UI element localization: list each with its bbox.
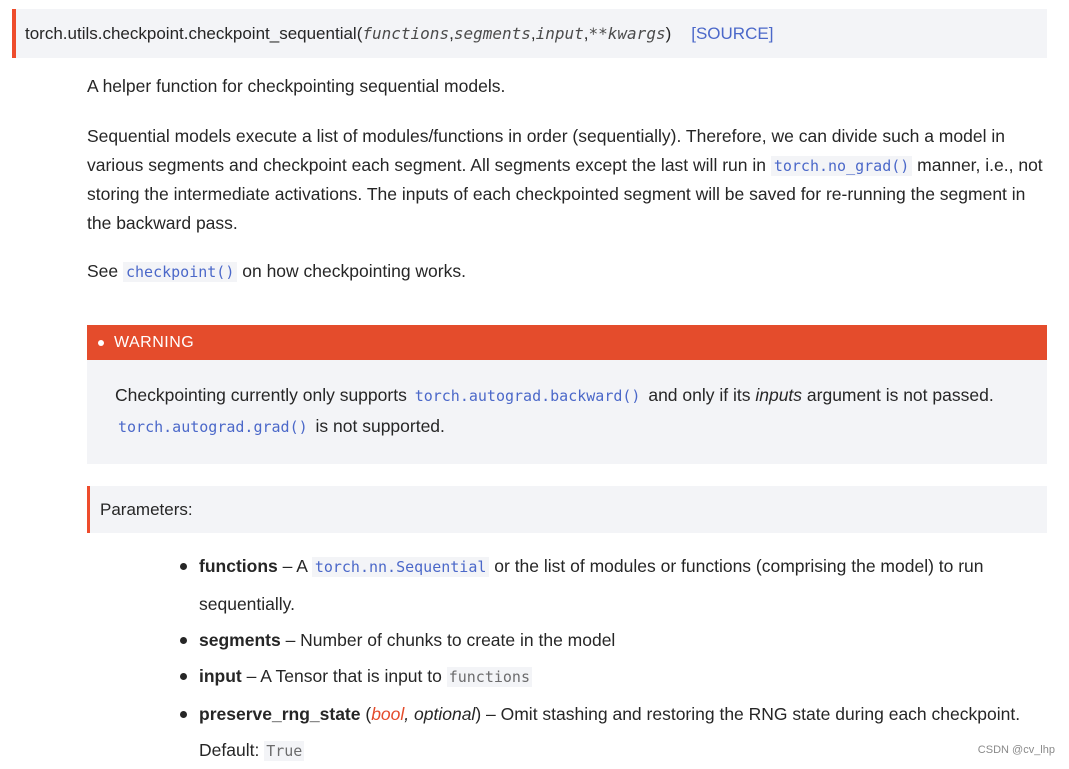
bullet-icon [180,711,187,718]
param-desc: – A Tensor that is input to [241,666,447,686]
see-also-paragraph [87,257,1052,287]
see-also-text-1: See [87,261,123,281]
param-optional: optional [414,704,476,724]
warning-text-1: Checkpointing currently only supports [115,385,412,405]
param-preserve-rng-state [180,696,1050,769]
param-input [180,658,1050,696]
param-type-bool[interactable]: bool [371,704,405,724]
param-name: segments [199,630,281,650]
bullet-icon [180,563,187,570]
sequential-link[interactable]: torch.nn.Sequential [312,557,490,577]
arg-segments: segments [453,24,531,43]
default-true-code: True [266,742,303,760]
signature-close-paren: ) [665,23,672,43]
checkpoint-link[interactable]: checkpoint() [123,262,237,282]
param-desc: or the list of modules or functions (comprising the model) to run sequentially. [199,556,984,614]
param-segments [180,623,1050,658]
param-functions [180,548,1050,623]
param-name: input [199,666,242,686]
intro-paragraph [87,72,1052,101]
arg-functions: functions [362,24,450,43]
intro-text: A helper function for checkpointing sequential models. [87,76,506,96]
bullet-icon [180,637,187,644]
arg-sep: , [449,23,454,43]
warning-inputs-italic: inputs [755,385,803,405]
autograd-grad-link[interactable]: torch.autograd.grad() [115,417,311,437]
param-desc: – Omit stashing and restoring the RNG state during each checkpoint. Default: [199,704,1021,760]
warning-text-4: is not supported. [310,416,445,436]
param-type-sep: , [404,704,415,724]
bullet-icon [180,673,187,680]
function-name: torch.utils.checkpoint.checkpoint_sequential [25,23,357,43]
param-open-paren: ( [360,704,372,724]
warning-title: WARNING [114,333,195,351]
parameters-title: Parameters: [100,499,193,519]
param-desc: – Number of chunks to create in the model [280,630,616,650]
autograd-backward-link[interactable]: torch.autograd.backward() [412,386,644,406]
csdn-watermark: CSDN @cv_lhp [977,744,1055,756]
functions-code: functions [448,668,530,686]
param-dash: – A [277,556,312,576]
param-name: preserve_rng_state [199,704,361,724]
parameter-list [180,548,1050,769]
arg-sep: , [530,23,536,43]
param-name: functions [199,556,278,576]
no-grad-link[interactable]: torch.no_grad() [771,156,912,176]
function-signature [12,9,1047,58]
description-paragraph [87,122,1052,237]
warning-text-2: and only if its [643,385,756,405]
source-link[interactable]: [SOURCE] [691,23,774,43]
arg-sep: , [583,23,589,43]
arg-kwargs: **kwargs [588,24,666,43]
parameters-header [87,486,1047,533]
warning-text-3: argument is not passed. [802,385,994,405]
description-text-1: Sequential models execute a list of modules/functions in order (sequentially). Therefore, we can divide such a model in various segments and checkpoint each segment. All segments except the last will run in [87,126,1005,175]
see-also-text-2: on how checkpointing works. [237,261,466,281]
arg-input: input [535,24,584,43]
description-text-2: manner, i.e., not storing the intermediate activations. The inputs of each checkpointed segment will be saved for re-running the segment in the backward pass. [87,154,1043,233]
warning-bullet-icon [98,340,104,346]
signature-open-paren: ( [356,23,363,43]
warning-body [87,360,1047,464]
param-close-paren: ) [475,704,482,724]
warning-header [87,325,1047,360]
